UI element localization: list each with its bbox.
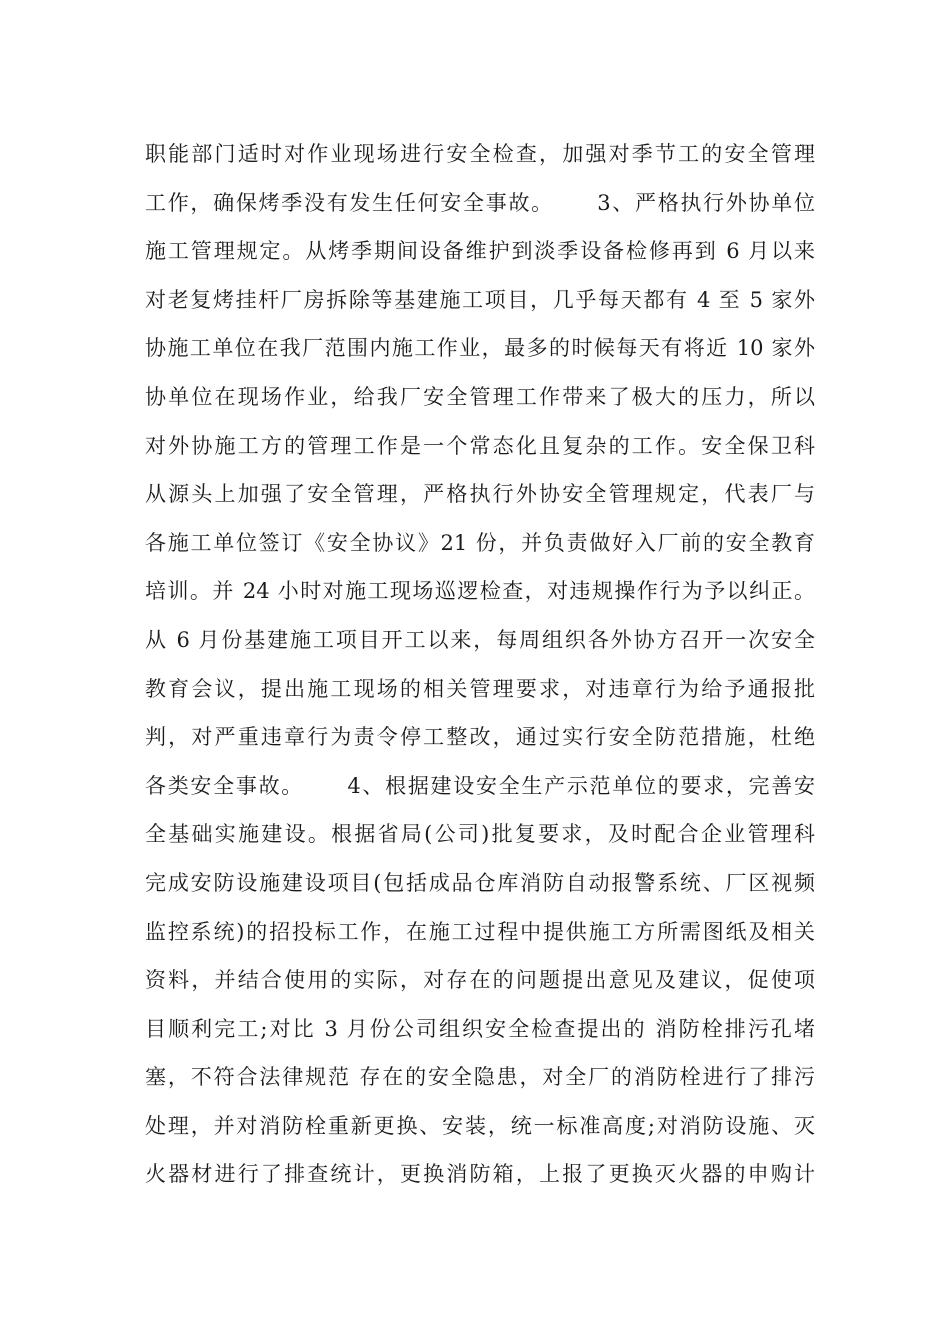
text-line: 全基础实施建设。根据省局(公司)批复要求，及时配合企业管理科 [145,822,815,847]
text-line: 培训。并 24 小时对施工现场巡逻检查，对违规操作行为予以纠正。 [145,579,815,604]
text-line: 塞，不符合法律规范 存在的安全隐患，对全厂的消防栓进行了排污 [145,1065,815,1090]
text-line: 协单位在现场作业，给我厂安全管理工作带来了极大的压力，所以 [145,384,815,409]
text-line: 对外协施工方的管理工作是一个常态化且复杂的工作。安全保卫科 [145,433,815,458]
text-line: 各施工单位签订《安全协议》21 份，并负责做好入厂前的安全教育 [145,530,815,555]
text-line: 完成安防设施建设项目(包括成品仓库消防自动报警系统、厂区视频 [145,870,815,895]
text-line: 各类安全事故。 4、根据建设安全生产示范单位的要求，完善安 [145,773,815,798]
body-text [145,130,815,1199]
text-line: 教育会议，提出施工现场的相关管理要求，对违章行为给予通报批 [145,676,815,701]
text-line: 施工管理规定。从烤季期间设备维护到淡季设备检修再到 6 月以来 [145,239,815,264]
text-line: 监控系统)的招投标工作，在施工过程中提供施工方所需图纸及相关 [145,919,815,944]
text-line: 从源头上加强了安全管理，严格执行外协安全管理规定，代表厂与 [145,482,815,507]
text-line: 判，对严重违章行为责令停工整改，通过实行安全防范措施，杜绝 [145,725,815,750]
text-line: 处理，并对消防栓重新更换、安装，统一标准高度;对消防设施、灭 [145,1113,815,1138]
text-line: 对老复烤挂杆厂房拆除等基建施工项目，几乎每天都有 4 至 5 家外 [145,287,815,312]
text-line: 职能部门适时对作业现场进行安全检查，加强对季节工的安全管理 [145,142,815,166]
text-line: 火器材进行了排查统计，更换消防箱，上报了更换灭火器的申购计 [145,1162,815,1187]
text-line: 协施工单位在我厂范围内施工作业，最多的时候每天有将近 10 家外 [145,336,815,361]
text-line: 目顺利完工;对比 3 月份公司组织安全检查提出的 消防栓排污孔堵 [145,1016,815,1041]
text-line: 从 6 月份基建施工项目开工以来，每周组织各外协方召开一次安全 [145,627,815,652]
text-line: 工作，确保烤季没有发生任何安全事故。 3、严格执行外协单位 [145,190,815,215]
text-line: 资料，并结合使用的实际，对存在的问题提出意见及建议，促使项 [145,968,815,993]
